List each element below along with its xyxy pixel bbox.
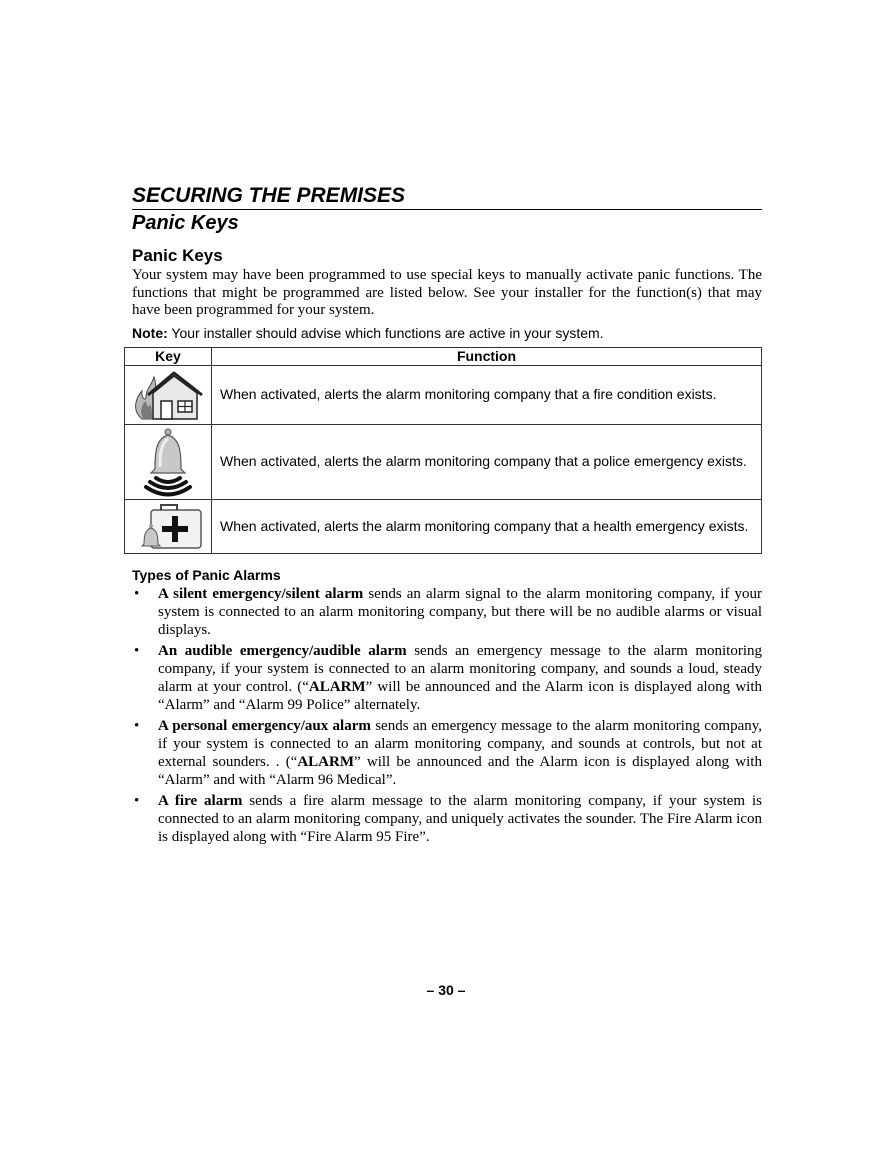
note-label: Note: xyxy=(132,324,168,341)
description-text: sends an alarm signal to the alarm monitoring company, if your system is connected to an alarm monitoring company, but there will be no audible alarms or visual displays. xyxy=(158,585,762,638)
table-row xyxy=(125,365,762,424)
panic-keys-heading: Panic Keys xyxy=(132,246,223,265)
fire-house-icon xyxy=(130,367,206,423)
bold-term: ALARM xyxy=(297,753,355,770)
function-cell: When activated, alerts the alarm monitoring company that a health emergency exists. xyxy=(212,499,762,553)
function-cell: When activated, alerts the alarm monitoring company that a fire condition exists. xyxy=(212,365,762,424)
list-item xyxy=(132,585,762,639)
panic-keys-intro: Your system may have been programmed to use special keys to manually activate panic functions. The functions that might be programmed are listed below. See your installer for the function(s) that may have been programmed for your system. xyxy=(132,267,762,318)
bold-term: A personal emergency/aux alarm xyxy=(158,717,371,734)
section-title: SECURING THE PREMISES xyxy=(132,184,762,210)
description-text: ” will be announced and the Alarm icon is displayed along with “Alarm” and “Alarm 99 Police” alternately. xyxy=(158,678,762,713)
panic-alarm-types-list xyxy=(132,585,762,846)
function-cell: When activated, alerts the alarm monitoring company that a police emergency exists. xyxy=(212,424,762,499)
list-item xyxy=(132,717,762,789)
list-item xyxy=(132,642,762,714)
key-cell xyxy=(125,499,212,553)
installer-note xyxy=(132,325,762,342)
page-content xyxy=(132,184,762,849)
description-text: sends a fire alarm message to the alarm monitoring company, if your system is connected to an alarm monitoring company, and uniquely activates the sounder. The Fire Alarm icon is displayed along with “Fire Alarm 95 Fire”. xyxy=(158,792,762,845)
description-text: sends an emergency message to the alarm monitoring company, if your system is connected to an alarm monitoring company, and sounds at controls, but not at external sounders. . (“ xyxy=(158,717,763,770)
key-column-header: Key xyxy=(125,347,212,365)
description-text: sends an emergency message to the alarm monitoring company, if your system is connected to an alarm monitoring company, and sounds a loud, steady alarm at your control. (“ xyxy=(158,642,762,695)
function-column-header: Function xyxy=(212,347,762,365)
key-cell xyxy=(125,424,212,499)
police-bell-icon xyxy=(138,427,198,497)
table-row xyxy=(125,424,762,499)
key-cell xyxy=(125,365,212,424)
table-header-row xyxy=(125,347,762,365)
bold-term: A fire alarm xyxy=(158,792,243,809)
bullet-icon: • xyxy=(134,717,140,734)
page-number: – 30 – xyxy=(426,982,466,998)
bold-term: An audible emergency/audible alarm xyxy=(158,642,407,659)
bullet-icon: • xyxy=(134,642,140,659)
note-text: Your installer should advise which functions are active in your system. xyxy=(167,324,604,341)
list-item xyxy=(132,792,762,846)
types-heading: Types of Panic Alarms xyxy=(132,566,281,583)
table-row xyxy=(125,499,762,553)
medical-kit-icon xyxy=(131,502,205,550)
subsection-title: Panic Keys xyxy=(132,212,239,234)
bold-term: ALARM xyxy=(308,678,366,695)
panic-key-table xyxy=(124,347,762,554)
bold-term: A silent emergency/silent alarm xyxy=(158,585,364,602)
bullet-icon: • xyxy=(134,792,140,809)
bullet-icon: • xyxy=(134,585,140,602)
description-text: ” will be announced and the Alarm icon is displayed along with “Alarm” and with “Alarm 96 Medical”. xyxy=(158,753,762,788)
